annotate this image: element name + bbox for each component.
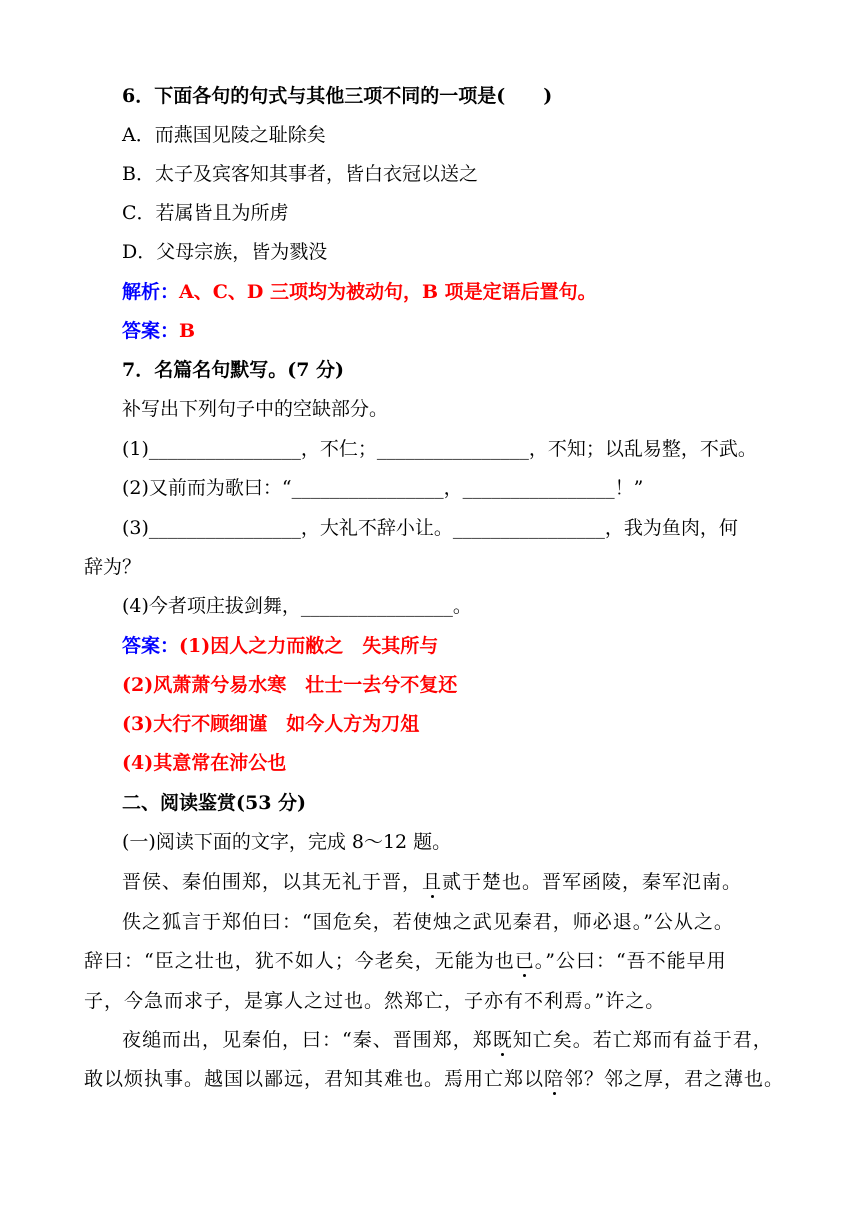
analysis-text: A、C、D 三项均为被动句，B 项是定语后置句。 — [179, 281, 597, 303]
q7-stem: 7．名篇名句默写。(7 分) — [122, 359, 345, 381]
passage-text: 邻？邻之厚，君之薄也。 — [564, 1068, 785, 1090]
passage-text: 贰于楚也。晋军函陵，秦军氾南。 — [442, 871, 743, 893]
emphasized-char: 既 — [492, 1029, 513, 1051]
emphasized-char: 陪 — [544, 1068, 565, 1090]
q6-option-b: B．太子及宾客知其事者，皆白衣冠以送之 — [122, 163, 478, 185]
q7-answer-2: (2)风萧萧兮易水寒 壮士一去兮不复还 — [122, 674, 458, 696]
answer-label: 答案： — [122, 320, 180, 342]
q6-answer — [122, 319, 822, 343]
passage-p2-line-2 — [84, 949, 784, 973]
answer-label: 答案： — [122, 635, 180, 657]
analysis-label: 解析： — [122, 281, 180, 303]
passage-p2-line-3: 子，今急而求子，是寡人之过也。然郑亡，子亦有不利焉。”许之。 — [84, 990, 666, 1012]
q7-answer-1 — [122, 634, 822, 658]
passage-p3-line-1 — [122, 1028, 822, 1052]
q7-item-2: (2)又前而为歌曰：“________________，________________！” — [122, 477, 644, 499]
q6-stem: 6．下面各句的句式与其他三项不同的一项是( ) — [122, 85, 553, 107]
q6-option-a: A．而燕国见陵之耻除矣 — [122, 124, 326, 146]
answer-text: (1)因人之力而敝之 失其所与 — [179, 635, 439, 657]
section-subheading: (一)阅读下面的文字，完成 8～12 题。 — [122, 831, 452, 853]
section-heading: 二、阅读鉴赏(53 分) — [122, 792, 307, 814]
q7-item-3: (3)________________，大礼不辞小让。________________，我为鱼肉，何 — [122, 517, 738, 539]
q7-item-4: (4)今者项庄拔剑舞，________________。 — [122, 595, 472, 617]
q7-item-1: (1)________________，不仁；________________，不知；以乱易整，不武。 — [122, 438, 757, 460]
passage-p2-line-1: 佚之狐言于郑伯曰：“国危矣，若使烛之武见秦君，师必退。”公从之。 — [122, 911, 734, 933]
passage-p3-line-2 — [84, 1067, 784, 1091]
passage-text: 夜缒而出，见秦伯，曰：“秦、晋围郑，郑 — [122, 1029, 493, 1051]
passage-text: 知亡矣。若亡郑而有益于君， — [512, 1029, 773, 1051]
q7-item-3-cont: 辞为？ — [84, 556, 142, 578]
passage-p1 — [122, 870, 822, 894]
q6-option-d: D．父母宗族，皆为戮没 — [122, 241, 328, 263]
emphasized-char: 且 — [422, 871, 443, 893]
passage-text: 晋侯、秦伯围郑，以其无礼于晋， — [122, 871, 423, 893]
emphasized-char: 已 — [514, 950, 535, 972]
passage-text: 。”公曰：“吾不能早用 — [534, 950, 727, 972]
passage-text: 敢以烦执事。越国以鄙远，君知其难也。焉用亡郑以 — [84, 1068, 545, 1090]
passage-text: 辞曰：“臣之壮也，犹不如人；今老矣，无能为也 — [84, 950, 515, 972]
q6-option-c: C．若属皆且为所虏 — [122, 202, 289, 224]
q7-instruction: 补写出下列句子中的空缺部分。 — [122, 398, 389, 420]
q6-analysis — [122, 280, 822, 304]
q7-answer-3: (3)大行不顾细谨 如今人方为刀俎 — [122, 713, 420, 735]
q7-answer-4: (4)其意常在沛公也 — [122, 752, 287, 774]
answer-text: B — [179, 320, 196, 342]
